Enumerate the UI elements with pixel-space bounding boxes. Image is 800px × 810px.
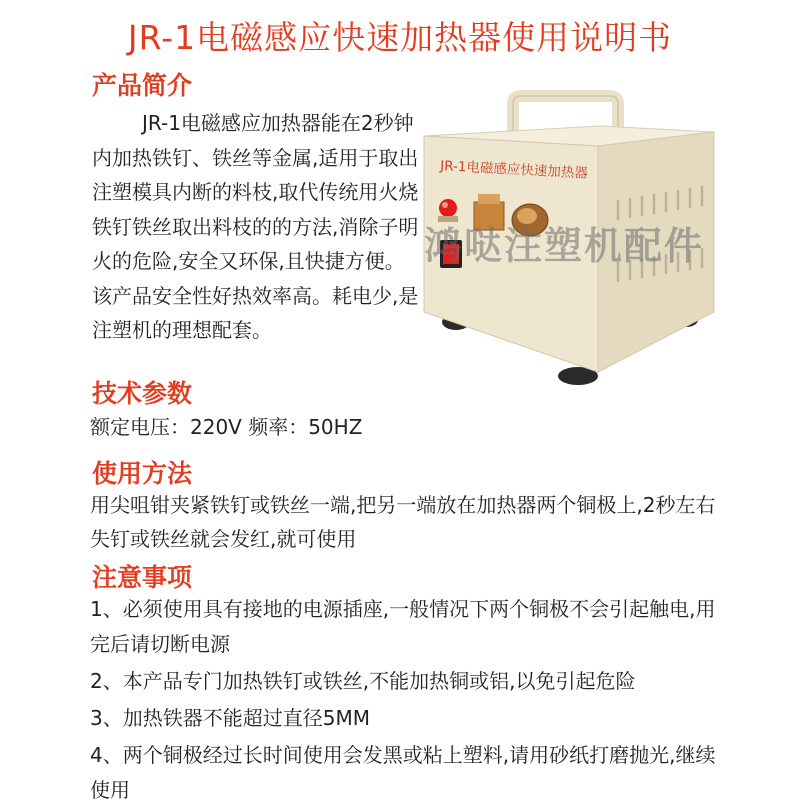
section-heading-intro: 产品简介 bbox=[92, 71, 193, 100]
notes-list bbox=[90, 592, 730, 810]
intro-text: JR-1电磁感应加热器能在2秒钟内加热铁钉、铁丝等金属,适用于取出注塑模具内断的料枝,取代传统用火烧铁钉铁丝取出料枝的的方法,消除子明火的危险,安全又环保,且快捷方便。该产品安全性好热效率高。耗电少,是注塑机的理想配套。 bbox=[92, 111, 419, 342]
watermark: 鸿哒注塑机配件 bbox=[424, 224, 705, 268]
device-panel-label: JR-1电磁感应快速加热器 bbox=[439, 158, 589, 182]
section-heading-notes: 注意事项 bbox=[92, 563, 193, 592]
note-item: 2、本产品专门加热铁钉或铁丝,不能加热铜或铝,以免引起危险 bbox=[90, 669, 636, 693]
intro-paragraph bbox=[92, 106, 422, 348]
specs-text: 额定电压：220V 频率：50HZ bbox=[90, 415, 363, 439]
page-title: JR-1电磁感应快速加热器使用说明书 bbox=[127, 18, 673, 57]
section-heading-specs: 技术参数 bbox=[92, 379, 193, 408]
note-item: 1、必须使用具有接地的电源插座,一般情况下两个铜极不会引起触电,用完后请切断电源 bbox=[90, 597, 716, 656]
note-item: 4、两个铜极经过长时间使用会发黑或粘上塑料,请用砂纸打磨抛光,继续使用 bbox=[90, 743, 716, 802]
note-item: 3、加热铁器不能超过直径5MM bbox=[90, 706, 370, 730]
section-heading-usage: 使用方法 bbox=[92, 459, 193, 488]
usage-text: 用尖咀钳夹紧铁钉或铁丝一端,把另一端放在加热器两个铜极上,2秒左右失钉或铁丝就会发红,就可使用 bbox=[90, 493, 716, 551]
